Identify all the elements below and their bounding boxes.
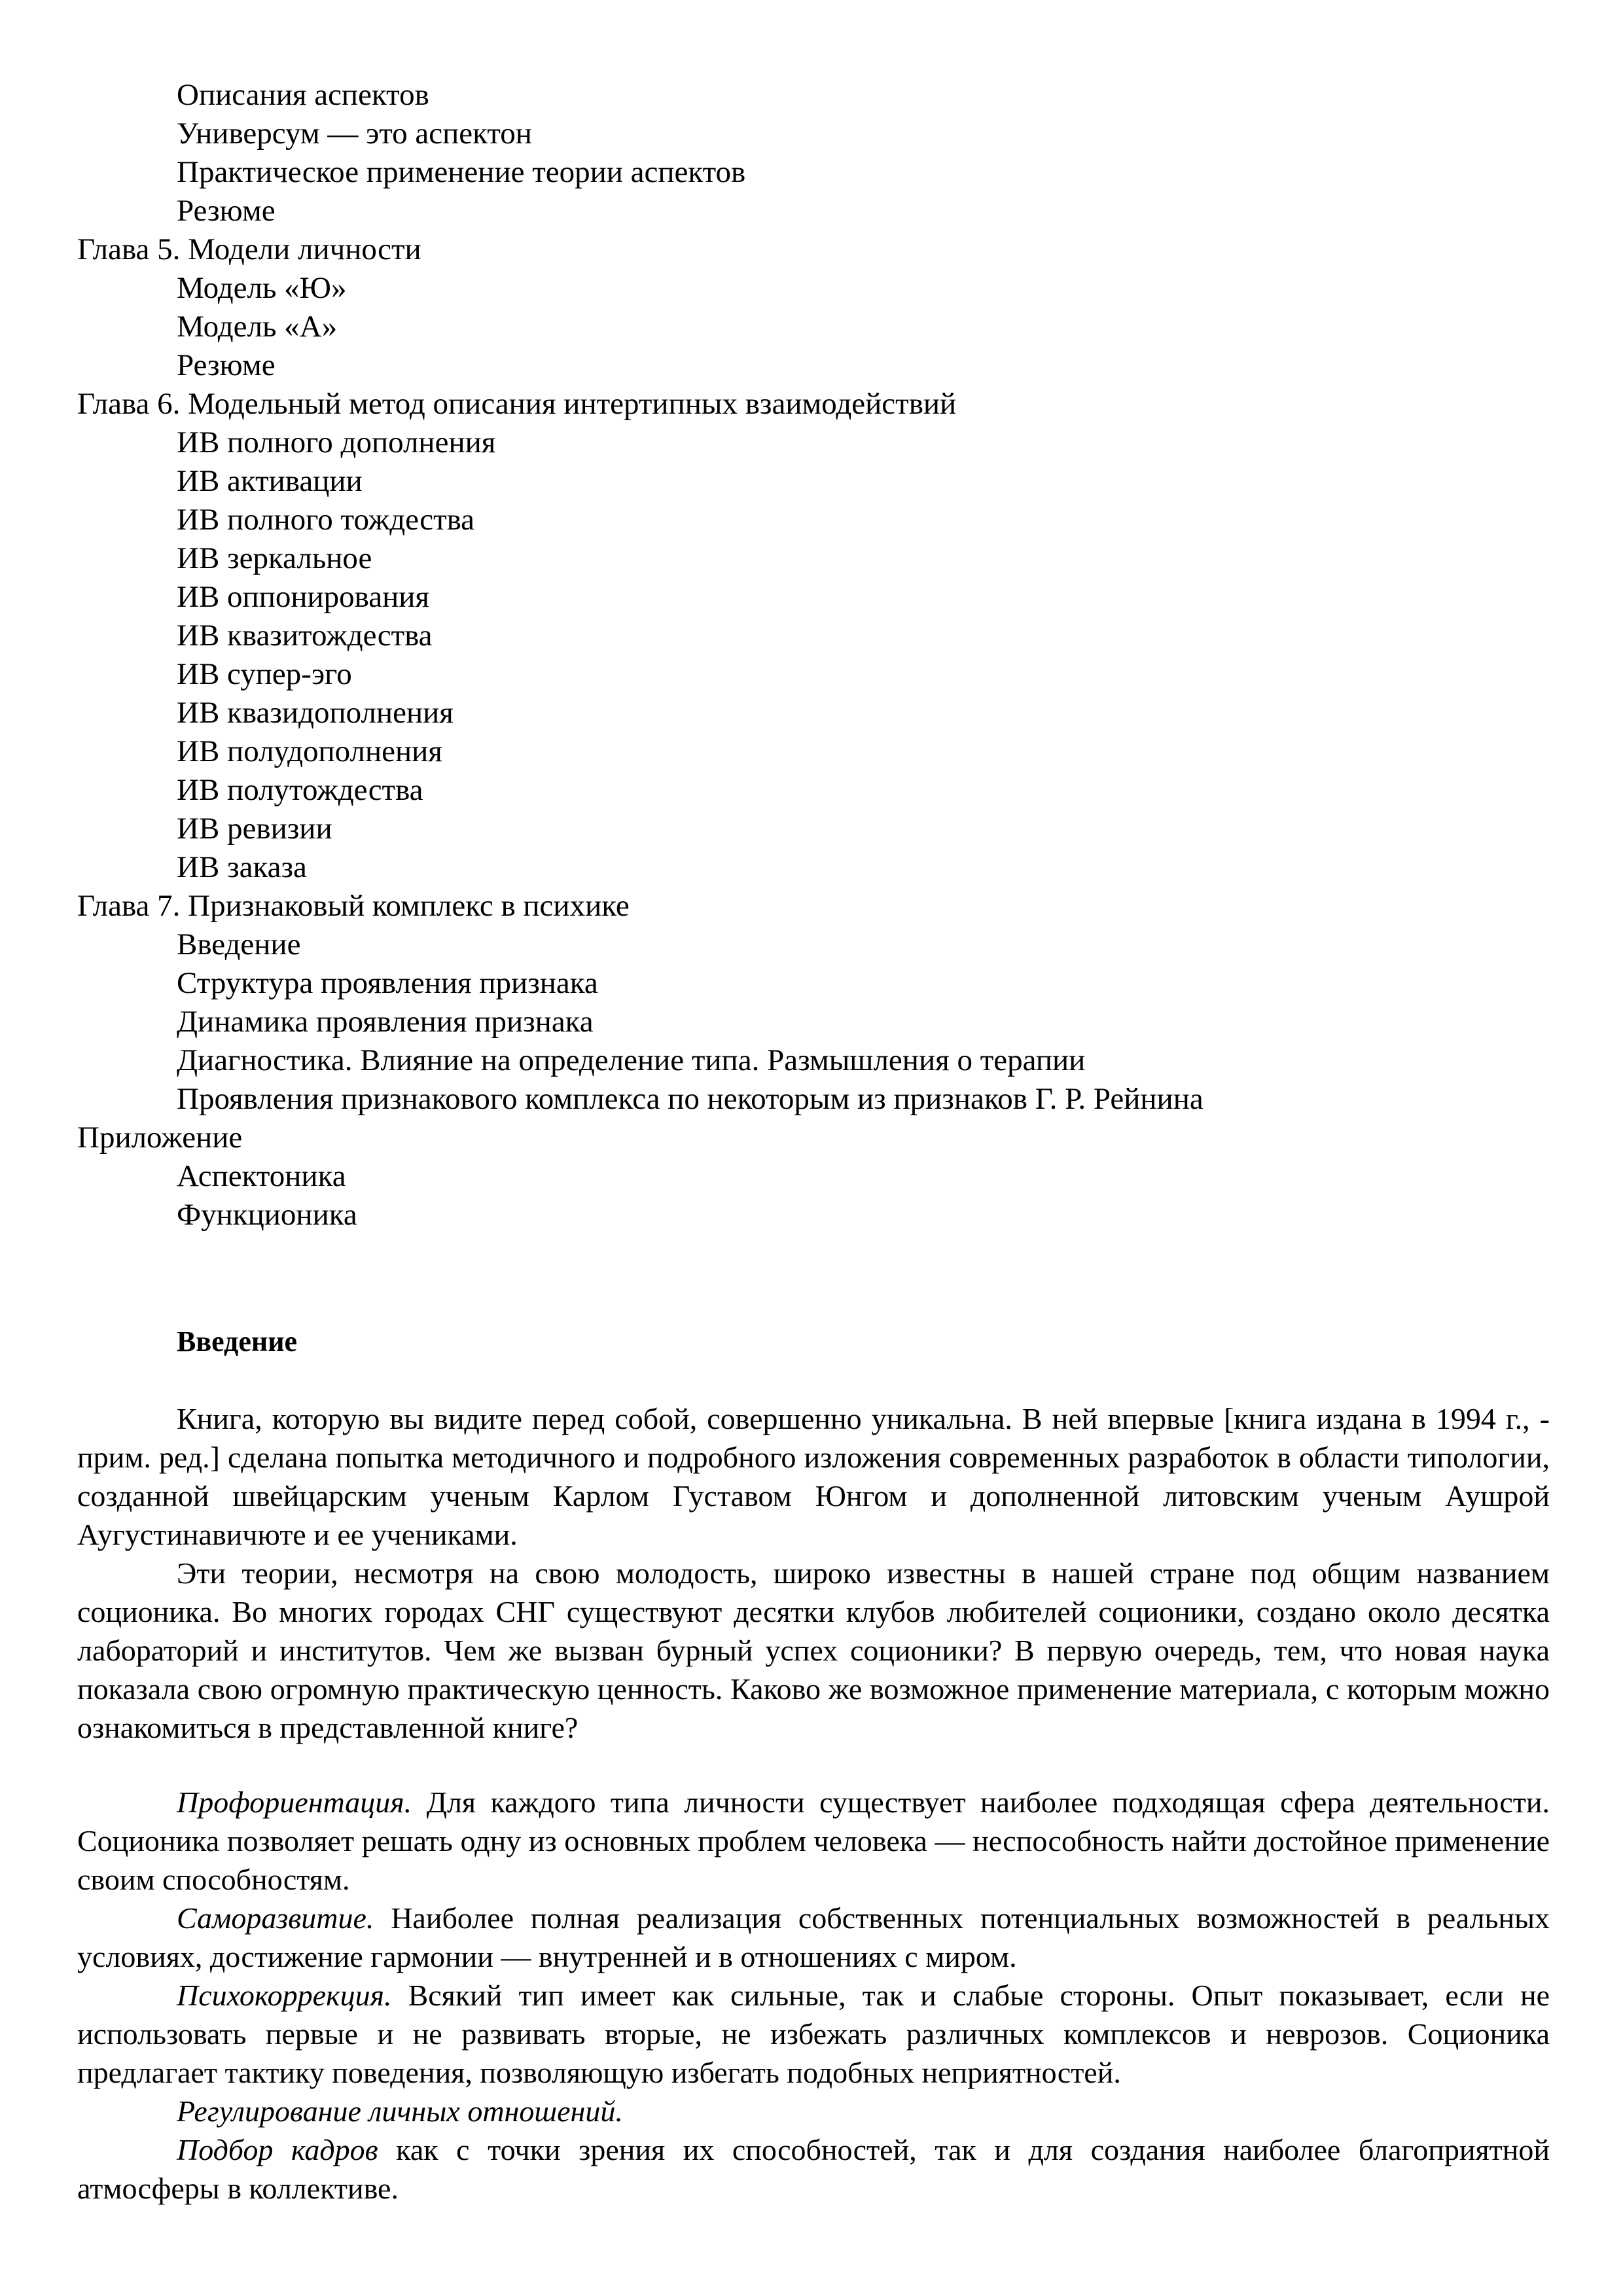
toc-entry: ИВ полудополнения <box>177 734 442 768</box>
toc-entry: Модель «А» <box>177 310 338 344</box>
intro-paragraph: Книга, которую вы видите перед собой, совершенно уникальна. В ней впервые [книга издана в 1994 г., - прим. ред.] сделана попытка методичного и подробного изложения современных разработок в области типологии, созданной швейцарским ученым Карлом Густавом Юнгом и дополненной литовским ученым Аушрой Аугустинавичюте и ее учениками. <box>77 1402 1550 1551</box>
toc-entry: ИВ заказа <box>177 850 307 884</box>
application-text: Всякий тип имеет как сильные, так и слабые стороны. Опыт показывает, если не использовать первые и не развивать вторые, не избежать различных комплексов и неврозов. Соционика предлагает тактику поведения, позволяющую избегать подобных неприятностей. <box>77 1979 1550 2089</box>
toc-entry: Проявления признакового комплекса по некоторым из признаков Г. Р. Рейнина <box>177 1082 1204 1116</box>
application-lead: Подбор кадров <box>177 2133 378 2166</box>
toc-entry: ИВ ревизии <box>177 812 332 846</box>
toc-entry: ИВ зеркальное <box>177 541 372 575</box>
toc-chapter: Глава 6. Модельный метод описания интертипных взаимодействий <box>77 387 957 421</box>
toc-chapter: Глава 7. Признаковый комплекс в психике <box>77 889 630 923</box>
toc-entry: Резюме <box>177 194 276 228</box>
toc-entry: Функционика <box>177 1198 357 1232</box>
section-heading: Введение <box>177 1325 298 1357</box>
application-lead: Саморазвитие. <box>177 1901 374 1935</box>
application-text: Для каждого типа личности существует наиболее подходящая сфера деятельности. Соционика позволяет решать одну из основных проблем человека — неспособность найти достойное применение своим способностям. <box>77 1785 1550 1896</box>
toc-entry: Резюме <box>177 348 276 382</box>
toc-chapter: Глава 5. Модели личности <box>77 232 421 266</box>
intro-paragraphs <box>77 1399 1550 1747</box>
toc-entry: ИВ полутождества <box>177 773 423 807</box>
toc-entry: Структура проявления признака <box>177 966 598 1000</box>
application-item <box>77 1899 1550 1976</box>
toc-entry: ИВ оппонирования <box>177 580 430 614</box>
application-item <box>77 1976 1550 2092</box>
application-lead: Профориентация. <box>177 1785 412 1819</box>
toc-entry: ИВ полного дополнения <box>177 425 496 459</box>
toc-entry: Аспектоника <box>177 1159 346 1193</box>
application-item <box>77 2092 1550 2130</box>
application-lead: Психокоррекция. <box>177 1979 392 2012</box>
toc-entry: Универсум — это аспектон <box>177 117 532 151</box>
toc-chapter: Приложение <box>77 1121 243 1155</box>
application-text: Наиболее полная реализация собственных потенциальных возможностей в реальных условиях, достижение гармонии — внутренней и в отношениях с миром. <box>77 1901 1550 1973</box>
toc-entry: ИВ полного тождества <box>177 503 475 537</box>
application-lead: Регулирование личных отношений. <box>177 2094 623 2128</box>
toc-entry: ИВ квазитождества <box>177 619 433 653</box>
toc-entry: Динамика проявления признака <box>177 1005 594 1039</box>
application-text: как с точки зрения их способностей, так и для создания наиболее благоприятной атмосферы в коллективе. <box>77 2133 1550 2205</box>
toc-entry: Практическое применение теории аспектов <box>177 155 746 189</box>
toc-entry: ИВ квазидополнения <box>177 696 454 730</box>
toc-entry: Введение <box>177 927 301 961</box>
application-item <box>77 2130 1550 2208</box>
application-item <box>77 1783 1550 1899</box>
applications-list <box>77 1783 1550 2208</box>
toc-entry: Описания аспектов <box>177 78 429 112</box>
toc-entry: Диагностика. Влияние на определение типа. Размышления о терапии <box>177 1043 1086 1077</box>
toc-entry: Модель «Ю» <box>177 271 347 305</box>
intro-paragraph: Эти теории, несмотря на свою молодость, широко известны в нашей стране под общим названием соционика. Во многих городах СНГ существуют десятки клубов любителей соционики, создано около десятка лабораторий и институтов. Чем же вызван бурный успех соционики? В первую очередь, тем, что новая наука показала свою огромную практическую ценность. Каково же возможное применение материала, с которым можно ознакомиться в представленной книге? <box>77 1556 1550 1744</box>
toc-entry: ИВ супер-эго <box>177 657 352 691</box>
toc-entry: ИВ активации <box>177 464 363 498</box>
table-of-contents <box>77 76 1550 1234</box>
